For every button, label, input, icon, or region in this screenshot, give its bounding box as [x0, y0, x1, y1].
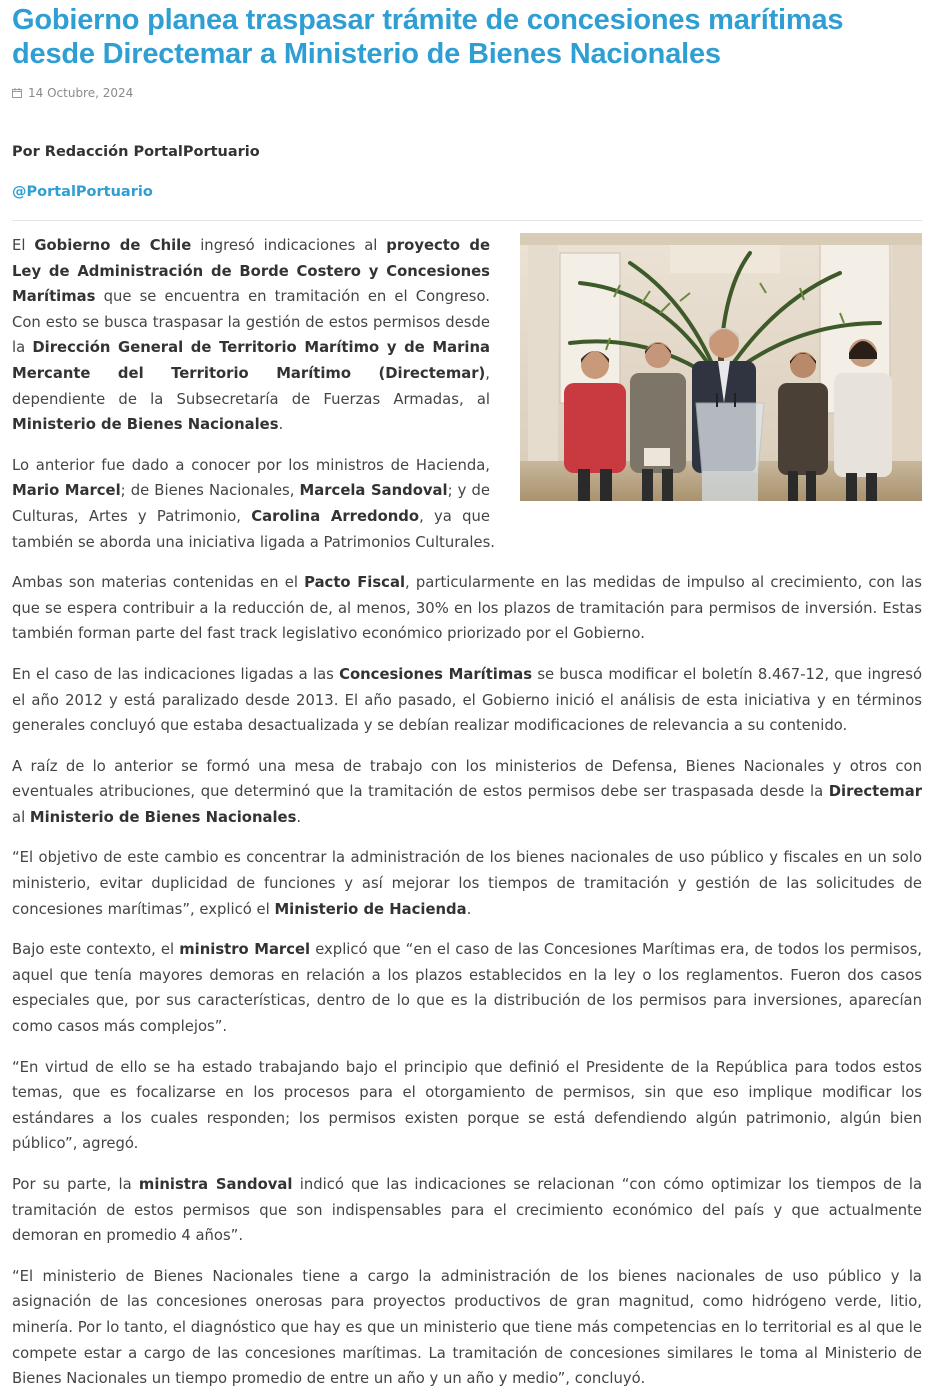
paragraph-text: ingresó indicaciones al — [191, 237, 387, 254]
article-paragraph — [12, 1055, 922, 1157]
article-date — [12, 85, 922, 101]
article-paragraph — [12, 570, 922, 647]
article-paragraph — [12, 1172, 922, 1249]
article-title: Gobierno planea traspasar trámite de concesiones marítimas desde Directemar a Ministerio de Bienes Nacionales — [12, 4, 844, 70]
paragraph-text: . — [466, 900, 472, 918]
paragraph-text: “El objetivo de este cambio es concentrar la administración de los bienes nacionales de uso público y fiscales en un solo ministerio, evitar duplicidad de funciones y así mejorar los tiempos de tramitación y gestión de las solicitudes de concesiones marítimas”, explicó el — [12, 849, 922, 918]
bold-text: Concesiones Marítimas — [339, 665, 533, 683]
paragraph-text: al — [12, 808, 30, 826]
paragraph-text: A raíz de lo anterior se formó una mesa de trabajo con los ministerios de Defensa, Bienes Nacionales y otros con eventuales atribuciones, que determinó que la tramitación de estos permisos debe ser traspasada desde la — [12, 757, 922, 801]
bold-text: Directemar — [828, 783, 922, 801]
paragraph-text: que se encuentra en tramitación en el Congreso. Con esto se busca traspasar la gestión de estos permisos desde la — [12, 288, 490, 357]
paragraph-text: “El ministerio de Bienes Nacionales tiene a cargo la administración de los bienes nacionales de uso público y la asignación de las concesiones onerosas para proyectos productivos de gran magnitud, como hidrógeno verde, litio, minería. Por lo tanto, el diagnóstico que hay es que un ministerio que tiene más competencias en lo territorial es al que le compete estar a cargo de las concesiones marítimas. La tramitación de concesiones similares le toma al Ministerio de Bienes Nacionales un tiempo promedio de entre un año y un año y medio”, concluyó. — [12, 1267, 922, 1388]
article-paragraph — [12, 754, 922, 831]
bold-text: Ministerio de Bienes Nacionales — [29, 808, 297, 826]
bold-text: Carolina Arredondo — [251, 507, 420, 525]
bold-text: Ministerio de Hacienda — [274, 900, 467, 918]
article-date-text: 14 Octubre, 2024 — [28, 86, 134, 100]
paragraph-text: El — [12, 237, 35, 254]
paragraph-text: Bajo este contexto, el — [12, 941, 180, 959]
paragraph-text: , dependiente de la Subsecretaría de Fuerzas Armadas, al — [12, 364, 490, 408]
paragraph-text: En el caso de las indicaciones ligadas a las — [12, 665, 340, 683]
bold-text: ministra Sandoval — [138, 1176, 293, 1193]
article-author: Por Redacción PortalPortuario — [12, 144, 260, 160]
paragraph-text: Lo anterior fue dado a conocer por los ministros de Hacienda, — [12, 456, 490, 474]
paragraph-text: explicó que “en el caso de las Concesiones Marítimas era, de todos los permisos, aquel que tenía mayores demoras en relación a los plazos establecidos en la ley o los reglamentos. Fueron dos casos especiales que, por sus características, dentro de lo que es la distribución de los permisos para inversiones, aparecían como casos más complejos”. — [12, 941, 923, 1036]
article-paragraph — [12, 937, 922, 1039]
paragraph-text: indicó que las indicaciones se relacionan “con cómo optimizar los tiempos de la tramitación de estos permisos que son indispensables para el crecimiento económico del país y que actualmente demoran en promedio 4 años”. — [12, 1176, 923, 1245]
article-body — [12, 233, 922, 1392]
bold-text: Pacto Fiscal — [304, 574, 406, 592]
paragraph-text: , ya que también se aborda una iniciativa ligada a Patrimonios Culturales. — [12, 507, 496, 551]
paragraph-text: se busca modificar el boletín 8.467-12, que ingresó el año 2012 y está paralizado desde 2013. El año pasado, el Gobierno inició el análisis de esta iniciativa y en términos generales concluyó que estaba desactualizada y se debían realizar modificaciones de relevancia a su contenido. — [12, 665, 922, 735]
paragraph-text: ; y de Culturas, Artes y Patrimonio, — [12, 482, 490, 525]
bold-text: ministro Marcel — [179, 941, 311, 959]
paragraph-text: . — [278, 416, 284, 434]
paragraph-text: , particularmente en las medidas de impulso al crecimiento, con las que se espera contribuir a la reducción de, al menos, 30% en los plazos de tramitación para permisos de inversión. Estas también forman parte del fast track legislativo económico priorizado por el Gobierno. — [12, 574, 922, 643]
paragraph-text: ; de Bienes Nacionales, — [120, 482, 300, 500]
bold-text: Marcela Sandoval — [299, 482, 448, 500]
paragraph-text: . — [296, 808, 302, 826]
paragraph-text: “En virtud de ello se ha estado trabajando bajo el principio que definió el Presidente de la República para todos estos temas, que es focalizarse en los procesos para el otorgamiento de permisos, sin que eso implique modificar los estándares a los cuales responden; los permisos existen porque se está defendiendo algún patrimonio, algún bien público”, agregó. — [12, 1058, 922, 1153]
article-paragraph — [12, 1264, 922, 1392]
bold-text: Gobierno de Chile — [34, 237, 192, 254]
article-paragraph — [12, 845, 922, 922]
author-handle-link[interactable]: @PortalPortuario — [12, 184, 153, 200]
article-photo — [520, 233, 922, 501]
paragraph-text: Ambas son materias contenidas en el — [12, 574, 305, 592]
article-paragraph — [12, 662, 922, 739]
bold-text: Dirección General de Territorio Marítimo y de Marina Mercante del Territorio Marítimo (Directemar) — [12, 339, 490, 382]
bold-text: Mario Marcel — [12, 482, 121, 500]
bold-text: proyecto de Ley de Administración de Borde Costero y Concesiones Marítimas — [12, 237, 491, 306]
paragraph-text: Por su parte, la — [12, 1176, 139, 1193]
calendar-icon — [12, 88, 22, 98]
bold-text: Ministerio de Bienes Nacionales — [12, 416, 279, 434]
divider — [12, 220, 922, 221]
